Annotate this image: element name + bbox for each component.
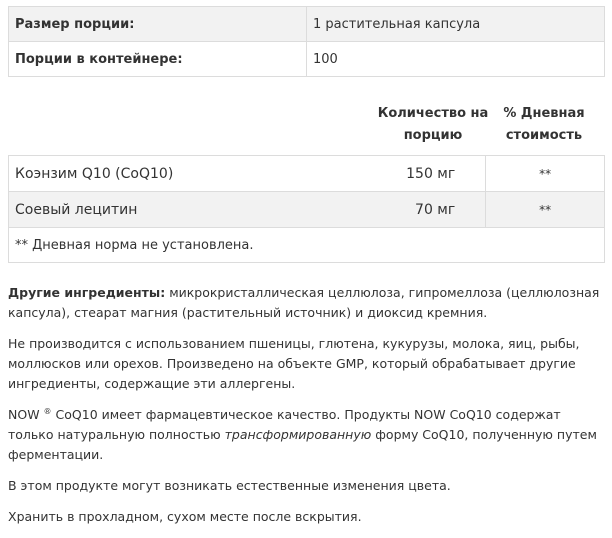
- serving-table: [8, 6, 605, 77]
- nutrient-amount: 150 мг: [346, 156, 486, 192]
- servings-per-container-label: Порции в контейнере:: [9, 42, 307, 77]
- amount-per-serving-header: [363, 103, 503, 147]
- daily-value-footnote: ** Дневная норма не установлена.: [9, 228, 605, 263]
- pharma-italic-text: трансформированную: [224, 427, 372, 442]
- nutrient-table-header: [8, 103, 605, 155]
- other-ingredients-paragraph: [8, 283, 605, 323]
- other-ingredients-text: микрокристаллическая целлюлоза, гипромеллоза (целлюлозная капсула), стеарат магния (растительный источник) и диоксид кремния.: [8, 285, 600, 320]
- pharma-text: CoQ10 имеет фармацевтическое качество. Продукты NOW CoQ10 содержат только натуральную полностью: [8, 407, 561, 442]
- storage-paragraph: Хранить в прохладном, сухом месте после вскрытия.: [8, 509, 362, 524]
- nutrient-daily-value: **: [486, 192, 605, 228]
- nutrient-row: [9, 192, 605, 228]
- color-variation-paragraph: В этом продукте могут возникать естественные изменения цвета.: [8, 478, 451, 493]
- nutrient-name: Соевый лецитин: [9, 192, 346, 228]
- servings-per-container-value: 100: [307, 42, 605, 77]
- nutrient-name: Коэнзим Q10 (CoQ10): [9, 156, 346, 192]
- servings-per-container-row: [9, 42, 605, 77]
- registered-mark: ®: [43, 406, 52, 416]
- allergen-paragraph: Не производится с использованием пшеницы, глютена, кукурузы, молока, яиц, рыбы, моллюсков или орехов. Произведено на объекте GMP, который обрабатывает другие ингредиенты, содержащие эти аллергены.: [8, 336, 580, 391]
- serving-size-label: Размер порции:: [9, 7, 307, 42]
- serving-size-value: 1 растительная капсула: [307, 7, 605, 42]
- daily-value-header: [483, 103, 605, 147]
- dv-header-line2: стоимость: [505, 128, 583, 143]
- pharma-text-end: форму CoQ10, полученную путем ферментации.: [8, 427, 597, 462]
- nutrient-table: [8, 155, 605, 263]
- amount-header-line2: порцию: [403, 128, 463, 143]
- product-notes: [8, 283, 605, 538]
- nutrient-row: [9, 156, 605, 192]
- footnote-row: [9, 228, 605, 263]
- dv-header-line1: % Дневная: [503, 106, 585, 121]
- serving-size-row: [9, 7, 605, 42]
- nutrient-amount: 70 мг: [346, 192, 486, 228]
- pharmaceutical-grade-paragraph: [8, 405, 605, 465]
- nutrient-daily-value: **: [486, 156, 605, 192]
- other-ingredients-label: Другие ингредиенты:: [8, 285, 166, 300]
- brand-name: NOW: [8, 407, 40, 422]
- amount-header-line1: Количество на: [377, 106, 489, 121]
